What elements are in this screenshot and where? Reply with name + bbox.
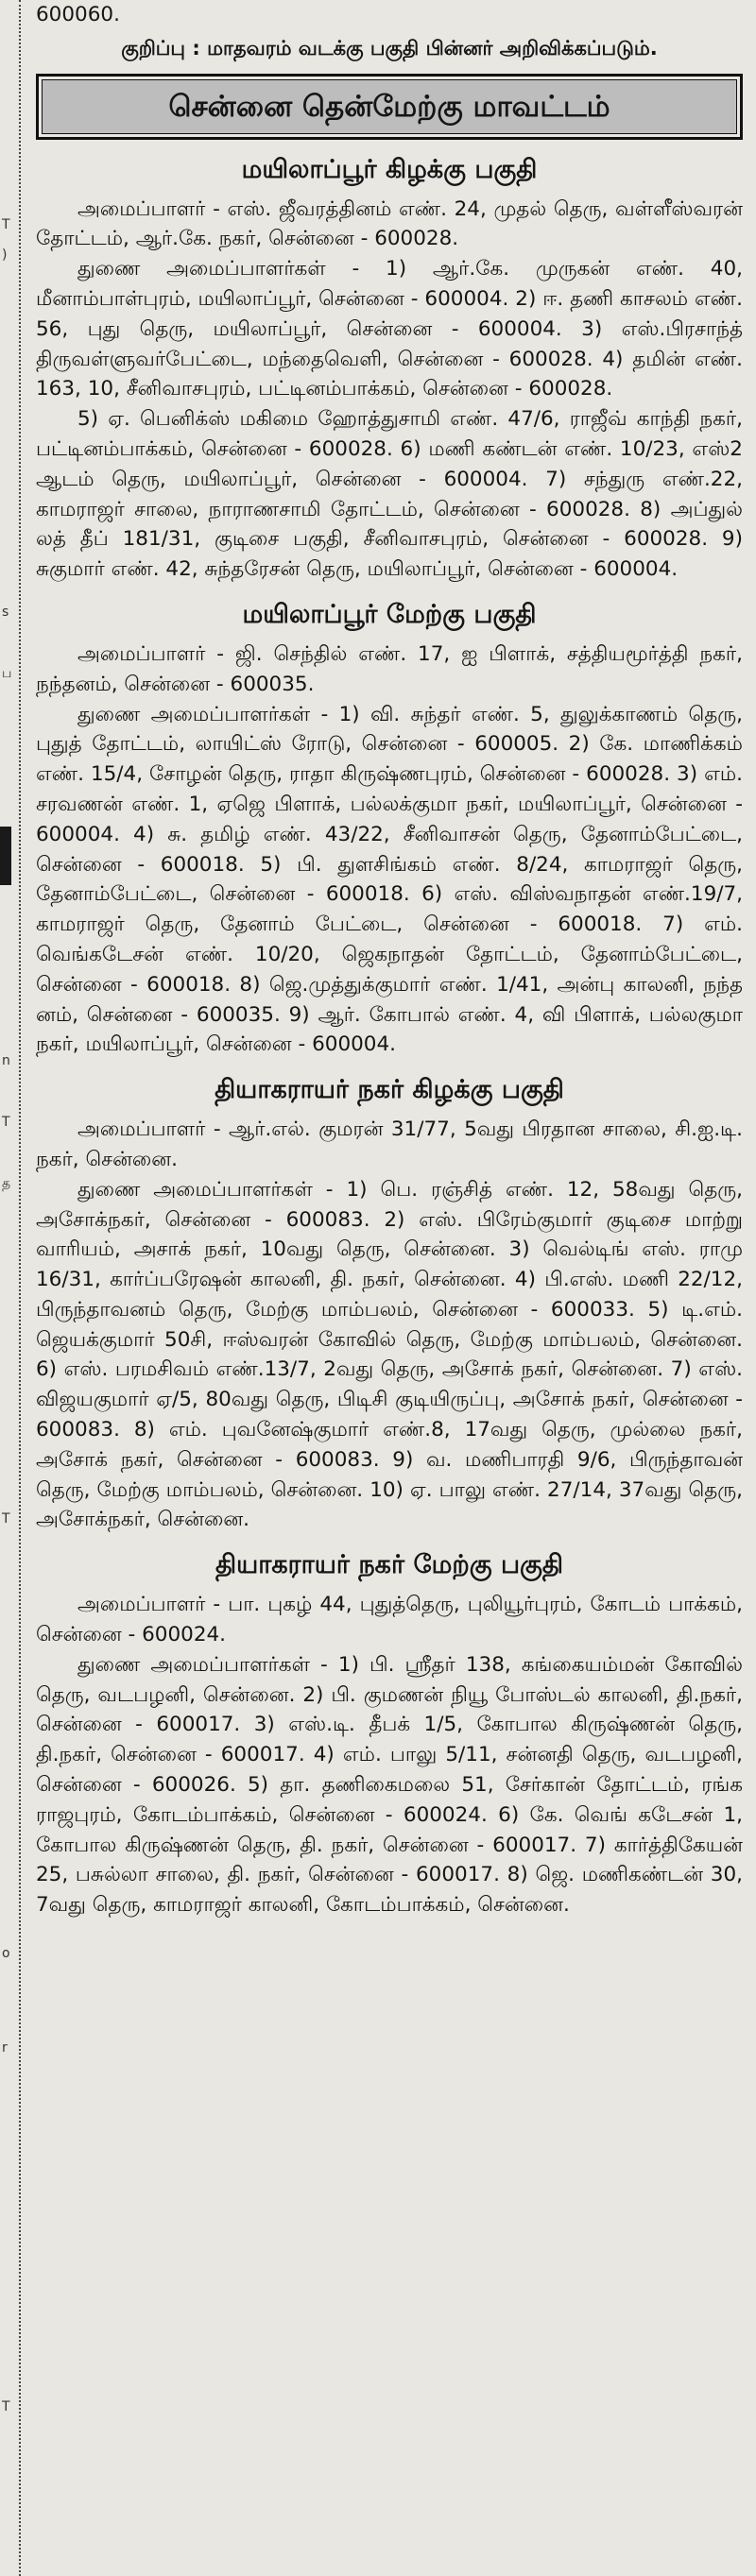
section-t-nagar-east [36,1073,743,1535]
organizer-paragraph: அமைப்பாளர் - ஜி. செந்தில் எண். 17, ஐ பிளாக், சத்தியமூர்த்தி நகர், நந்தனம், சென்னை - 600035. [36,641,743,696]
section-heading: தியாகராயர் நகர் மேற்கு பகுதி [215,1550,564,1580]
district-title: சென்னை தென்மேற்கு மாவட்டம் [42,79,737,134]
section-t-nagar-west [36,1548,743,1920]
margin-black-block [0,827,11,885]
deputy-organizers-paragraph: துணை அமைப்பாளர்கள் - 1) ஆர்.கே. முருகன் எண். 40, மீனாம்பாள்புரம், மயிலாப்பூர், சென்னை - 600004. 2) ஈ. தணி காசலம் எண். 56, புது தெரு, மயிலாப்பூர், சென்னை - 600004. 3) எஸ்.பிரசாந்த் திருவள்ளுவர்பேட்டை, மந்தைவெளி, சென்னை - 600028. 4) தமின் எண். 163, 10, சீனிவாசபுரம், பட்டினம்பாக்கம், சென்னை - 600028. [36,257,743,401]
section-heading: மயிலாப்பூர் கிழக்கு பகுதி [241,154,538,184]
margin-fragment: n [2,1053,10,1068]
margin-fragment: T [2,2399,10,2414]
margin-fragment: T [2,1115,10,1130]
top-fragment-line: 600060. [36,3,120,26]
district-title-box [36,74,743,140]
margin-fragment: s [2,605,9,620]
organizer-paragraph: அமைப்பாளர் - ஆர்.எல். குமரன் 31/77, 5வது பிரதான சாலை, சி.ஐ.டி. நகர், சென்னை. [36,1117,743,1171]
margin-fragment: T [2,217,10,232]
margin-fragment: ) [2,247,8,263]
left-margin-column-edge [0,0,21,2576]
note-line: குறிப்பு : மாதவரம் வடக்கு பகுதி பின்னர் அறிவிக்கப்படும். [121,36,658,60]
section-heading: தியாகராயர் நகர் கிழக்கு பகுதி [215,1075,564,1105]
deputy-organizers-paragraph: துணை அமைப்பாளர்கள் - 1) பெ. ரஞ்சித் எண். 12, 58வது தெரு, அசோக்நகர், சென்னை - 600083. 2) எஸ். பிரேம்குமார் குடிசை மாற்று வாரியம், அசாக் நகர், 10வது தெரு, சென்னை. 3) வெல்டிங் எஸ். ராமு 16/31, கார்ப்பரேஷன் காலனி, தி. நகர், சென்னை. 4) பி.எஸ். மணி 22/12, பிருந்தாவனம் தெரு, மேற்கு மாம்பலம், சென்னை - 600033. 5) டி.எம். ஜெயக்குமார் 50சி, ஈஸ்வரன் கோவில் தெரு, மேற்கு மாம்பலம், சென்னை. 6) எஸ். பரமசிவம் எண்.13/7, 2வது தெரு, அசோக் நகர், சென்னை. 7) எஸ். விஜயகுமார் ஏ/5, 80வது தெரு, பிடிசி குடியிருப்பு, அசோக் நகர், சென்னை - 600083. 8) எம். புவனேஷ்குமார் எண்.8, 17வது தெரு, முல்லை நகர், அசோக் நகர், சென்னை - 600083. 9) வ. மணிபாரதி 9/6, பிருந்தாவன் தெரு, மேற்கு மாம்பலம், சென்னை. 10) ஏ. பாலு எண். 27/14, 37வது தெரு, அசோக்நகர், சென்னை. [36,1177,743,1532]
deputy-organizers-paragraph: துணை அமைப்பாளர்கள் - 1) பி. ஸ்ரீதர் 138, கங்கையம்மன் கோவில் தெரு, வடபழனி, சென்னை. 2) பி. குமணன் நியூ போஸ்டல் காலனி, தி.நகர், சென்னை - 600017. 3) எஸ்.டி. தீபக் 1/5, கோபால கிருஷ்ணன் தெரு, தி.நகர், சென்னை - 600017. 4) எம். பாலு 5/11, சன்னதி தெரு, வடபழனி, சென்னை - 600026. 5) தா. தணிகைமலை 51, சேர்கான் தோட்டம், ரங்க ராஜபுரம், கோடம்பாக்கம், சென்னை - 600024. 6) கே. வெங் கடேசன் 1, கோபால கிருஷ்ணன் தெரு, தி. நகர், சென்னை - 600017. 7) கார்த்திகேயன் 25, பசுல்லா சாலை, தி. நகர், சென்னை - 600017. 8) ஜெ. மணிகண்டன் 30, 7வது தெரு, காமராஜர் காலனி, கோடம்பாக்கம், சென்னை. [36,1652,743,1918]
section-heading: மயிலாப்பூர் மேற்கு பகுதி [242,599,537,629]
section-mylapore-west [36,598,743,1060]
organizer-paragraph: அமைப்பாளர் - எஸ். ஜீவரத்தினம் எண். 24, முதல் தெரு, வள்ளீஸ்வரன் தோட்டம், ஆர்.கே. நகர், சென்னை - 600028. [36,196,743,251]
margin-fragment: r [2,2040,8,2056]
margin-fragment: T [2,1511,10,1527]
deputy-organizers-paragraph: துணை அமைப்பாளர்கள் - 1) வி. சுந்தர் எண். 5, துலுக்காணம் தெரு, புதுத் தோட்டம், லாயிட்ஸ் ரோடு, சென்னை - 600005. 2) கே. மாணிக்கம் எண். 15/4, சோழன் தெரு, ராதா கிருஷ்ணபுரம், சென்னை - 600028. 3) எம். சரவணன் எண். 1, ஏஜெ பிளாக், பல்லக்குமா நகர், மயிலாப்பூர், சென்னை - 600004. 4) சு. தமிழ் எண். 43/22, சீனிவாசன் தெரு, தேனாம்பேட்டை, சென்னை - 600018. 5) பி. துளசிங்கம் எண். 8/24, காமராஜர் தெரு, தேனாம்பேட்டை, சென்னை - 600018. 6) எஸ். விஸ்வநாதன் எண்.19/7, காமராஜர் தெரு, தேனாம் பேட்டை, சென்னை - 600018. 7) எம். வெங்கடேசன் எண். 10/20, ஜெகநாதன் தோட்டம், தேனாம்பேட்டை, சென்னை - 600018. 8) ஜெ.முத்துக்குமார் எண். 1/41, அன்பு காலனி, நந்த னம், சென்னை - 600035. 9) ஆர். கோபால் எண். 4, வி பிளாக், பல்லகுமா நகர், மயிலாப்பூர், சென்னை - 600004. [36,702,743,1057]
margin-fragment: ப [2,666,12,681]
section-mylapore-east [36,153,743,585]
margin-fragment: o [2,1946,10,1961]
article-column [36,0,743,1920]
organizer-paragraph: அமைப்பாளர் - பா. புகழ் 44, புதுத்தெரு, புலியூர்புரம், கோடம் பாக்கம், சென்னை - 600024. [36,1593,743,1647]
margin-fragment: த [2,1176,11,1191]
deputy-organizers-continued-paragraph: 5) ஏ. பெனிக்ஸ் மகிமை ஹோத்துசாமி எண். 47/6, ராஜீவ் காந்தி நகர், பட்டினம்பாக்கம், சென்னை - 600028. 6) மணி கண்டன் எண். 10/23, எஸ்2 ஆடம் தெரு, மயிலாப்பூர், சென்னை - 600004. 7) சந்துரு எண்.22, காமராஜர் சாலை, நாராணசாமி தோட்டம், சென்னை - 600028. 8) அப்துல் லத் தீப் 181/31, குடிசை பகுதி, சீனிவாசபுரம், சென்னை - 600028. 9) சுகுமார் எண். 42, சுந்தரேசன் தெரு, மயிலாப்பூர், சென்னை - 600004. [36,407,743,582]
